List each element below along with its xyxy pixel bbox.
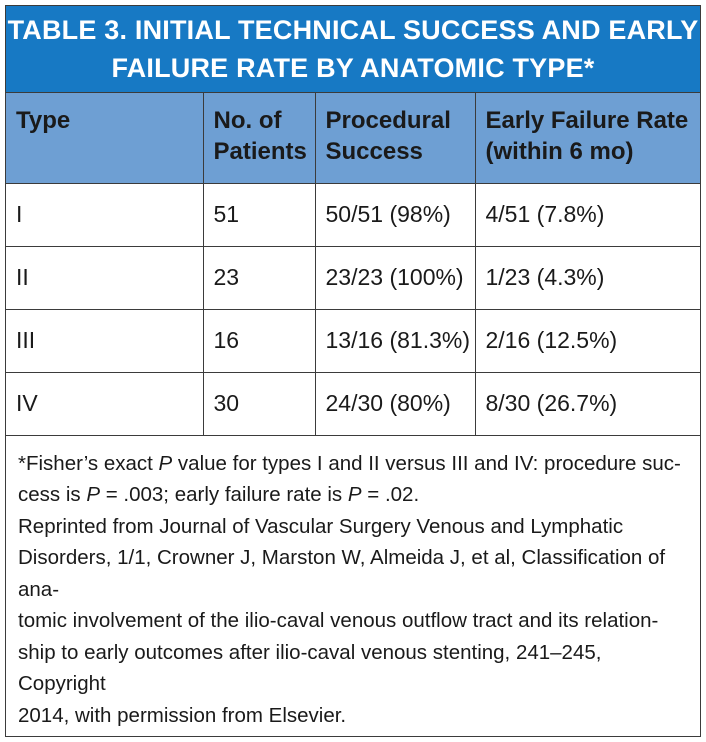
table-row [6,372,700,435]
cell-failure: 1/23 (4.3%) [475,246,700,309]
header-row [6,93,700,183]
table-row [6,183,700,246]
footnote-p-symbol: P [347,483,362,506]
reprint-line: tomic involvement of the ilio-caval venous outflow tract and its relation- [18,609,659,632]
header-failure [475,93,700,183]
cell-failure: 4/51 (7.8%) [475,183,700,246]
table-body [6,183,700,435]
reprint-line: Reprinted from Journal of Vascular Surgery Venous and Lymphatic [18,514,624,538]
table-frame [5,5,701,737]
reprint-line: ship to early outcomes after ilio-caval venous stenting, 241–245, Copyright [18,640,602,695]
footnote-line [18,448,690,480]
header-success-line-1: Procedural [325,107,451,134]
footnote-text: = .02. [361,483,420,506]
header-success-line-2: Success [325,138,423,165]
reprint-line: Disorders, 1/1, Crowner J, Marston W, Almeida J, et al, Classification of ana- [18,546,666,601]
header-patients-line-1: No. of [213,107,282,134]
footnote-text: cess is [18,483,87,506]
table-row [6,309,700,372]
table-title-line-2: FAILURE RATE BY ANATOMIC TYPE* [111,53,595,83]
cell-type: IV [6,372,203,435]
footnote-text: *Fisher’s exact [18,451,159,475]
cell-success: 50/51 (98%) [315,183,475,246]
header-success [315,93,475,183]
table-header [6,93,700,183]
cell-type: II [6,246,203,309]
cell-patients: 23 [203,246,315,309]
cell-type: III [6,309,203,372]
header-type-label: Type [16,107,71,134]
data-table [6,93,700,436]
cell-patients: 51 [203,183,315,246]
cell-patients: 16 [203,309,315,372]
footnote-text: value for types I and II versus III and IV: procedure suc- [172,451,681,475]
header-type [6,93,203,183]
header-patients-line-2: Patients [213,138,307,165]
table-row [6,246,700,309]
reprint-line: 2014, with permission from Elsevier. [18,703,347,727]
footnote-p-symbol: P [158,451,173,475]
footnote-line [18,479,690,511]
header-patients [203,93,315,183]
cell-success: 13/16 (81.3%) [315,309,475,372]
cell-failure: 8/30 (26.7%) [475,372,700,435]
header-failure-line-1: Early Failure Rate [485,107,689,134]
footnote-text: = .003; early failure rate is [100,483,348,506]
table-title-line-1: TABLE 3. INITIAL TECHNICAL SUCCESS AND EARLY [7,15,699,45]
cell-success: 23/23 (100%) [315,246,475,309]
header-failure-line-2: (within 6 mo) [485,138,634,165]
table-title [6,6,700,93]
table-footnotes [6,436,700,732]
cell-failure: 2/16 (12.5%) [475,309,700,372]
cell-success: 24/30 (80%) [315,372,475,435]
cell-type: I [6,183,203,246]
cell-patients: 30 [203,372,315,435]
footnote-p-symbol: P [86,483,101,506]
